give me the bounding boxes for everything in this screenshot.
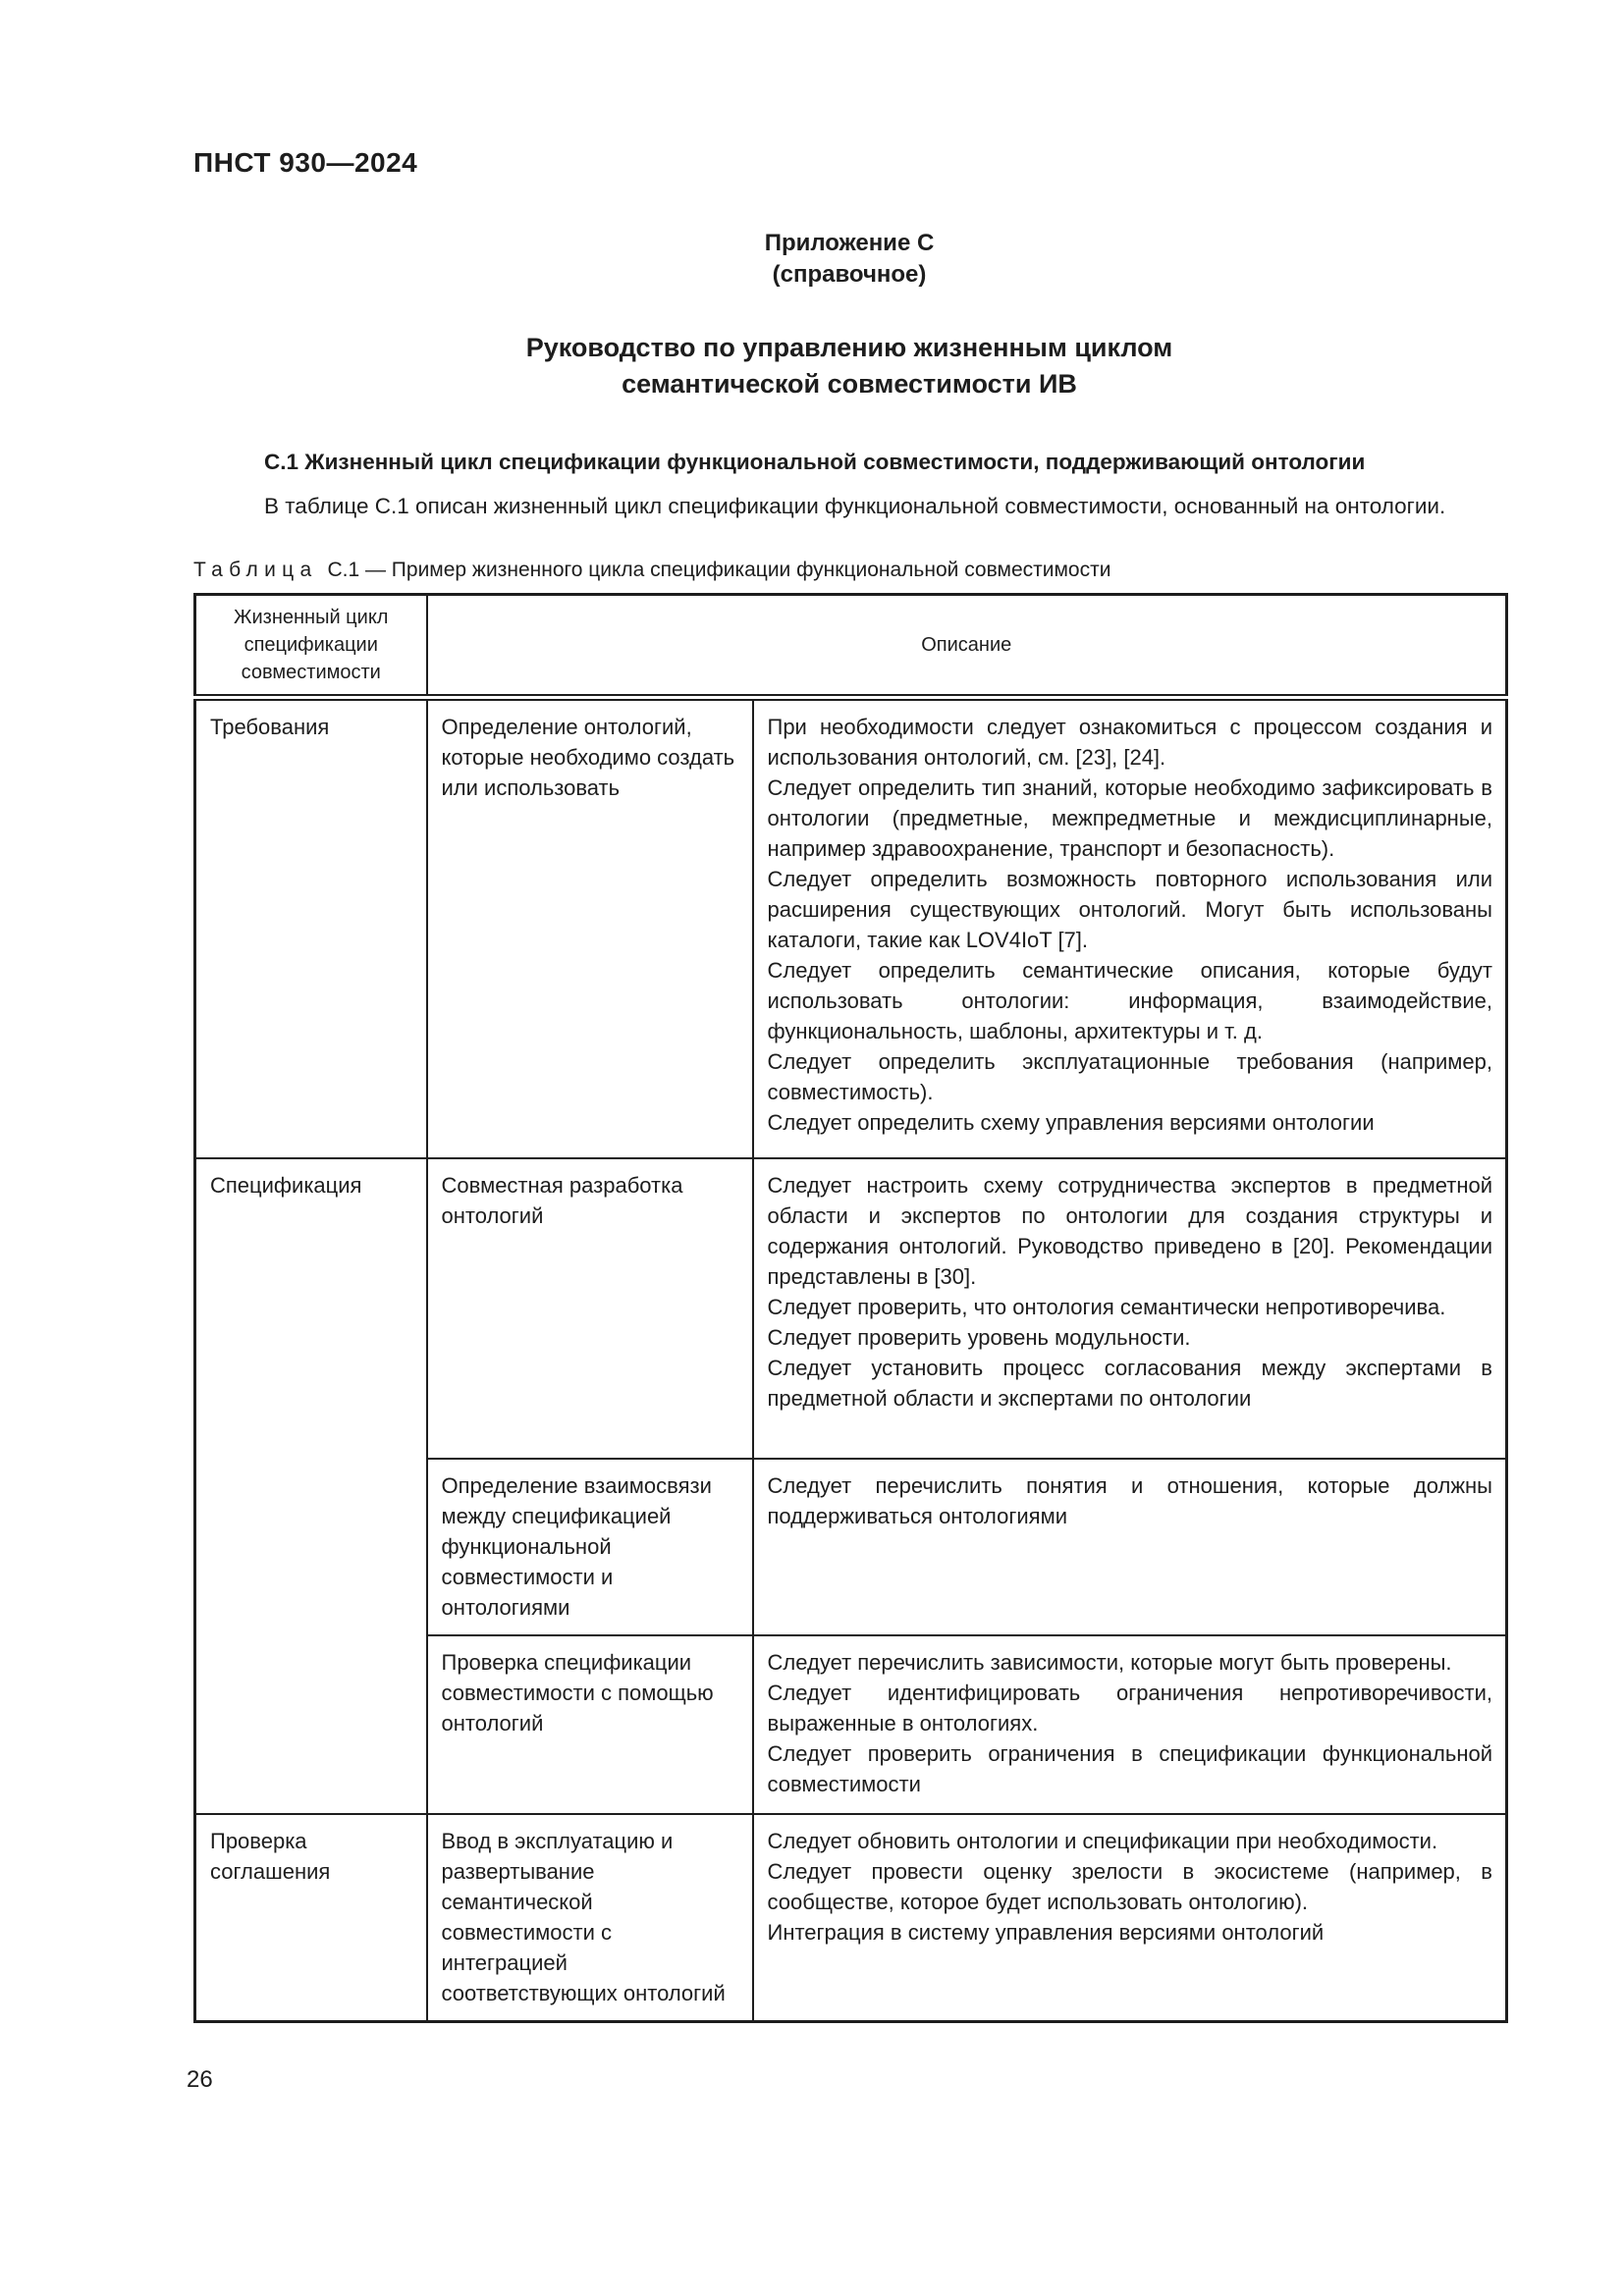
table-caption <box>193 557 1505 584</box>
page-number: 26 <box>187 2066 213 2093</box>
table-row <box>195 698 1507 1158</box>
activity-cell: Проверка спецификации совместимости с помощью онтологий <box>427 1635 753 1814</box>
description-paragraph: Следует идентифицировать ограничения непротиворечивости, выраженные в онтологиях. <box>767 1680 1492 1735</box>
description-paragraph: Следует проверить ограничения в спецификации функциональной совместимости <box>767 1740 1492 1796</box>
description-paragraph: Следует перечислить зависимости, которые могут быть проверены. <box>767 1649 1452 1675</box>
table-header-phase: Жизненный цикл спецификации совместимости <box>195 595 427 698</box>
appendix-title <box>193 330 1505 402</box>
activity-cell: Ввод в эксплуатацию и развертывание семантической совместимости с интеграцией соответствующих онтологий <box>427 1814 753 2022</box>
appendix-title-line1: Руководство по управлению жизненным циклом <box>525 333 1173 362</box>
description-cell <box>753 1459 1507 1635</box>
table-header-row <box>195 595 1507 698</box>
table-caption-word: Таблица <box>193 559 318 581</box>
activity-cell: Определение онтологий, которые необходимо создать или использовать <box>427 698 753 1158</box>
description-cell <box>753 1814 1507 2022</box>
description-paragraph: Следует определить тип знаний, которые необходимо зафиксировать в онтологии (предметные, межпредметные и междисциплинарные, например здравоохранение, транспорт и безопасность). <box>767 775 1492 861</box>
description-paragraph: Следует настроить схему сотрудничества экспертов в предметной области и экспертов по онтологии для создания структуры и содержания онтологий. Руководство приведено в [20]. Рекомендации представлены в [30]. <box>767 1172 1492 1289</box>
table-row <box>195 1158 1507 1459</box>
description-paragraph: Интеграция в систему управления версиями онтологий <box>767 1919 1325 1945</box>
activity-cell: Совместная разработка онтологий <box>427 1158 753 1459</box>
phase-cell-specification: Спецификация <box>195 1158 427 1814</box>
description-paragraph: Следует проверить уровень модульности. <box>767 1324 1191 1350</box>
lifecycle-table <box>193 593 1508 2023</box>
description-paragraph: Следует определить возможность повторного использования или расширения существующих онтологий. Могут быть использованы каталоги, такие как LOV4IoT [7]. <box>767 867 1492 952</box>
description-cell <box>753 1635 1507 1814</box>
description-paragraph: Следует провести оценку зрелости в экосистеме (например, в сообществе, которое будет использовать онтологию). <box>767 1858 1492 1914</box>
description-paragraph: Следует проверить, что онтология семантически непротиворечива. <box>767 1294 1446 1319</box>
description-paragraph: Следует установить процесс согласования между экспертами в предметной области и экспертами по онтологии <box>767 1355 1492 1411</box>
description-paragraph: Следует определить семантические описания, которые будут использовать онтологии: информация, взаимодействие, функциональность, шаблоны, архитектуры и т. д. <box>767 958 1492 1043</box>
appendix-title-line2: семантической совместимости ИВ <box>622 369 1077 399</box>
description-paragraph: Следует обновить онтологии и спецификации при необходимости. <box>767 1828 1438 1853</box>
description-cell <box>753 698 1507 1158</box>
table-caption-text: С.1 — Пример жизненного цикла спецификации функциональной совместимости <box>327 559 1111 581</box>
description-paragraph: При необходимости следует ознакомиться с процессом создания и использования онтологий, см. [23], [24]. <box>767 715 1492 770</box>
table-header-description: Описание <box>427 595 1507 698</box>
phase-cell-agreement-check: Проверка соглашения <box>195 1814 427 2022</box>
section-intro: В таблице С.1 описан жизненный цикл спецификации функциональной совместимости, основанный на онтологии. <box>264 494 1446 518</box>
appendix-type: (справочное) <box>772 261 927 288</box>
doc-code: ПНСТ 930—2024 <box>193 147 418 178</box>
description-paragraph: Следует определить схему управления версиями онтологии <box>767 1110 1375 1135</box>
description-paragraph: Следует перечислить понятия и отношения, которые должны поддерживаться онтологиями <box>767 1472 1492 1528</box>
appendix-label: Приложение С <box>764 230 935 256</box>
activity-cell: Определение взаимосвязи между спецификацией функциональной совместимости и онтологиями <box>427 1459 753 1635</box>
description-paragraph: Следует определить эксплуатационные требования (например, совместимость). <box>767 1049 1492 1104</box>
phase-cell-requirements: Требования <box>195 698 427 1158</box>
table-row <box>195 1814 1507 2022</box>
section-heading: С.1 Жизненный цикл спецификации функциональной совместимости, поддерживающий онтологии <box>264 450 1366 474</box>
description-cell <box>753 1158 1507 1459</box>
